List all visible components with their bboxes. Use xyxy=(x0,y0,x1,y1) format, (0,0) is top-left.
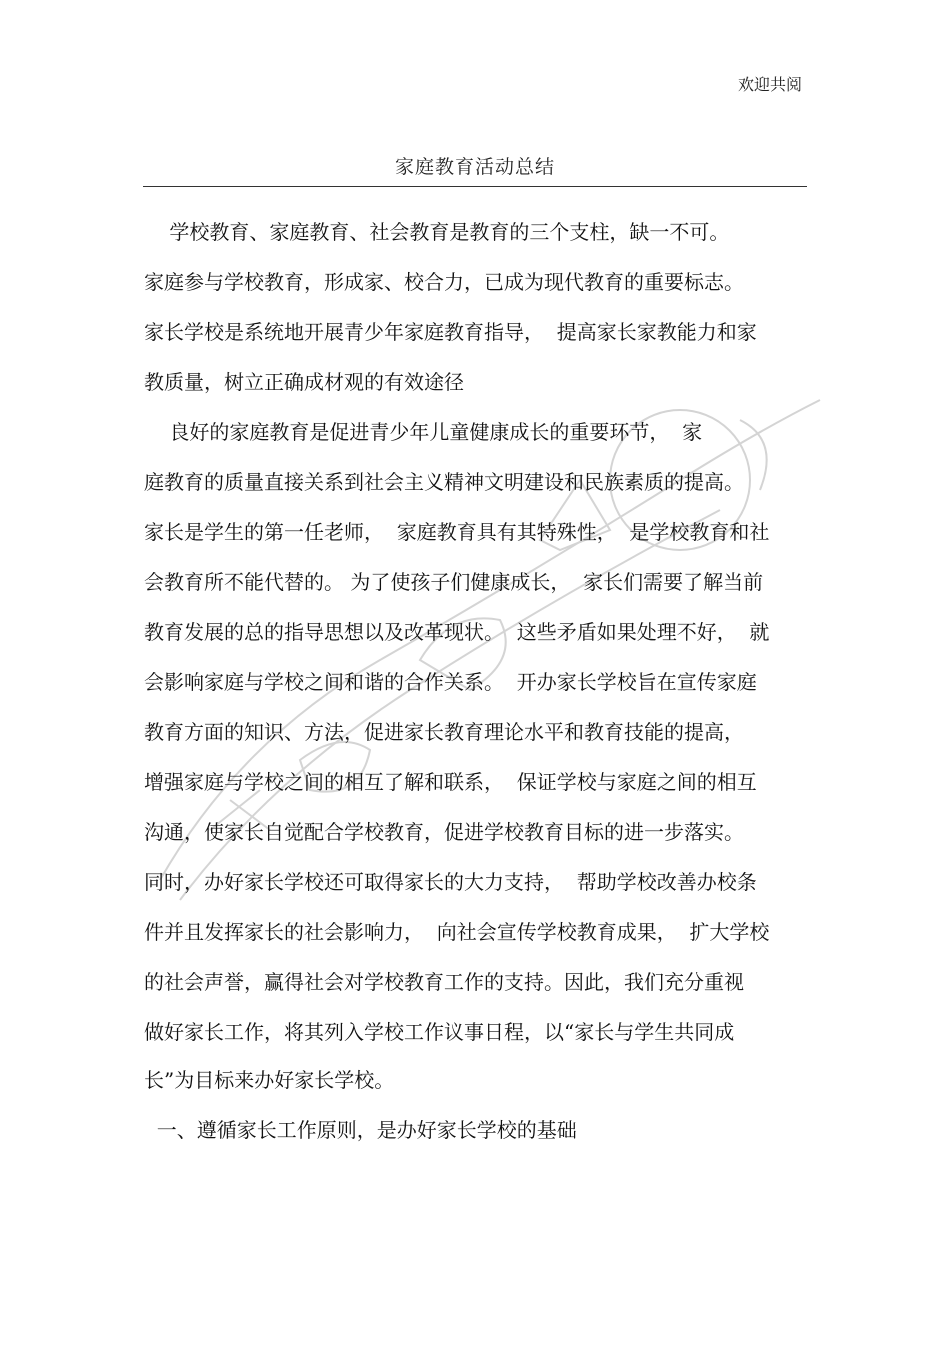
paragraph-line: 同时，办好家长学校还可取得家长的大力支持， 帮助学校改善办校条 xyxy=(144,870,757,894)
paragraph-line: 家长学校是系统地开展青少年家庭教育指导， 提高家长家教能力和家 xyxy=(144,320,757,344)
paragraph-line: 做好家长工作，将其列入学校工作议事日程，以“家长与学生共同成 xyxy=(144,1020,735,1044)
paragraph-line: 庭教育的质量直接关系到社会主义精神文明建设和民族素质的提高。 xyxy=(144,470,744,494)
header-text: 欢迎共阅 xyxy=(737,75,802,94)
paragraph-line: 的社会声誉，赢得社会对学校教育工作的支持。因此，我们充分重视 xyxy=(144,970,744,994)
paragraph-line: 学校教育、家庭教育、社会教育是教育的三个支柱，缺一不可。 xyxy=(144,220,730,244)
title-underline xyxy=(143,186,807,187)
paragraph-line: 会教育所不能代替的。 为了使孩子们健康成长， 家长们需要了解当前 xyxy=(144,570,764,594)
paragraph-line: 教育方面的知识、方法，促进家长教育理论水平和教育技能的提高， xyxy=(144,720,744,744)
paragraph-line: 长”为目标来办好家长学校。 xyxy=(144,1068,395,1092)
paragraph-line: 增强家庭与学校之间的相互了解和联系， 保证学校与家庭之间的相互 xyxy=(144,770,757,794)
paragraph-line: 会影响家庭与学校之间和谐的合作关系。 开办家长学校旨在宣传家庭 xyxy=(144,670,757,694)
paragraph-line: 教育发展的总的指导思想以及改革现状。 这些矛盾如果处理不好， 就 xyxy=(144,620,770,644)
paragraph-line: 家长是学生的第一任老师， 家庭教育具有其特殊性， 是学校教育和社 xyxy=(144,520,770,544)
paragraph-line: 良好的家庭教育是促进青少年儿童健康成长的重要环节， 家 xyxy=(144,420,703,444)
paragraph-line: 沟通，使家长自觉配合学校教育，促进学校教育目标的进一步落实。 xyxy=(144,820,744,844)
paragraph-line: 一、遵循家长工作原则，是办好家长学校的基础 xyxy=(144,1118,577,1142)
paragraph-line: 家庭参与学校教育，形成家、校合力，已成为现代教育的重要标志。 xyxy=(144,270,744,294)
paragraph-line: 教质量，树立正确成材观的有效途径 xyxy=(144,370,464,394)
paragraph-line: 件并且发挥家长的社会影响力， 向社会宣传学校教育成果， 扩大学校 xyxy=(144,920,770,944)
document-title: 家庭教育活动总结 xyxy=(394,156,555,178)
